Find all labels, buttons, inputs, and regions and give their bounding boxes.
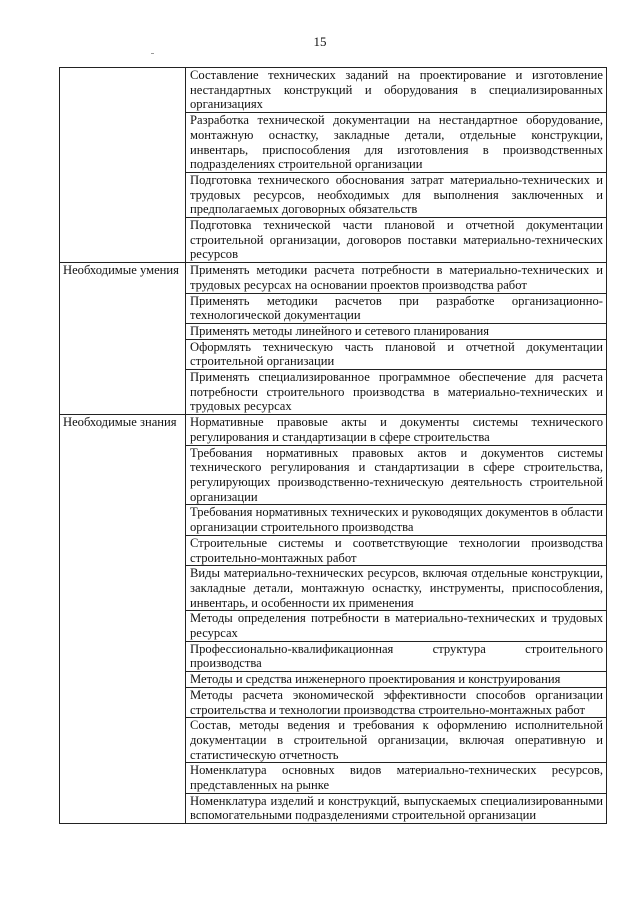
- table-row: [60, 68, 607, 113]
- page-number: 15: [313, 34, 327, 49]
- scan-speck: [151, 53, 154, 54]
- requirement-item-cell: Методы расчета экономической эффективности способов организации строительства и технологии производства строительно-монтажных работ: [186, 687, 607, 717]
- requirements-table-body: [60, 68, 607, 824]
- requirement-item-cell: Номенклатура изделий и конструкций, выпускаемых специализированными вспомогательными подразделениями строительной организации: [186, 793, 607, 823]
- requirement-item-cell: Методы определения потребности в материально-технических и трудовых ресурсах: [186, 611, 607, 641]
- requirement-item-cell: Применять методики расчета потребности в материально-технических и трудовых ресурсах на основании проектов производства работ: [186, 263, 607, 293]
- requirement-item-cell: Разработка технической документации на нестандартное оборудование, монтажную оснастку, закладные детали, отдельные конструкции, инвентарь, приспособления для изготовления в производственных подразделениях строительной организации: [186, 113, 607, 173]
- requirement-item-cell: Применять методы линейного и сетевого планирования: [186, 323, 607, 339]
- requirement-item-cell: Требования нормативных правовых актов и документов системы технического регулирования и стандартизации в сфере строительства, регулирующих производственно-техническую деятельность строительной организации: [186, 445, 607, 505]
- group-label-cell: Необходимые знания: [60, 415, 186, 824]
- requirement-item-cell: Подготовка технического обоснования затрат материально-технических и трудовых ресурсов, необходимых для выполнения заключенных и предполагаемых договорных обязательств: [186, 172, 607, 217]
- requirement-item-cell: Виды материально-технических ресурсов, включая отдельные конструкции, закладные детали, монтажную оснастку, инструменты, приспособления, инвентарь, и особенности их применения: [186, 566, 607, 611]
- group-label-cell: Необходимые умения: [60, 263, 186, 415]
- group-label-cell: [60, 68, 186, 263]
- requirements-table: [59, 67, 607, 824]
- requirement-item-cell: Подготовка технической части плановой и отчетной документации строительной организации, договоров поставки материально-технических ресурсов: [186, 218, 607, 263]
- table-row: [60, 415, 607, 445]
- requirement-item-cell: Применять специализированное программное обеспечение для расчета потребности строительного производства в материально-технических и трудовых ресурсах: [186, 370, 607, 415]
- requirement-item-cell: Требования нормативных технических и руководящих документов в области организации строительного производства: [186, 505, 607, 535]
- requirement-item-cell: Нормативные правовые акты и документы системы технического регулирования и стандартизации в сфере строительства: [186, 415, 607, 445]
- requirement-item-cell: Строительные системы и соответствующие технологии производства строительно-монтажных работ: [186, 535, 607, 565]
- requirement-item-cell: Профессионально-квалификационная структура строительного производства: [186, 641, 607, 671]
- requirement-item-cell: Номенклатура основных видов материально-технических ресурсов, представленных на рынке: [186, 763, 607, 793]
- requirement-item-cell: Применять методики расчетов при разработке организационно-технологической документации: [186, 293, 607, 323]
- requirement-item-cell: Методы и средства инженерного проектирования и конструирования: [186, 672, 607, 688]
- table-row: [60, 263, 607, 293]
- requirement-item-cell: Оформлять техническую часть плановой и отчетной документации строительной организации: [186, 339, 607, 369]
- requirement-item-cell: Состав, методы ведения и требования к оформлению исполнительной документации в строительной организации, включая оперативную и статистическую отчетность: [186, 718, 607, 763]
- requirement-item-cell: Составление технических заданий на проектирование и изготовление нестандартных конструкций и оборудования в специализированных организациях: [186, 68, 607, 113]
